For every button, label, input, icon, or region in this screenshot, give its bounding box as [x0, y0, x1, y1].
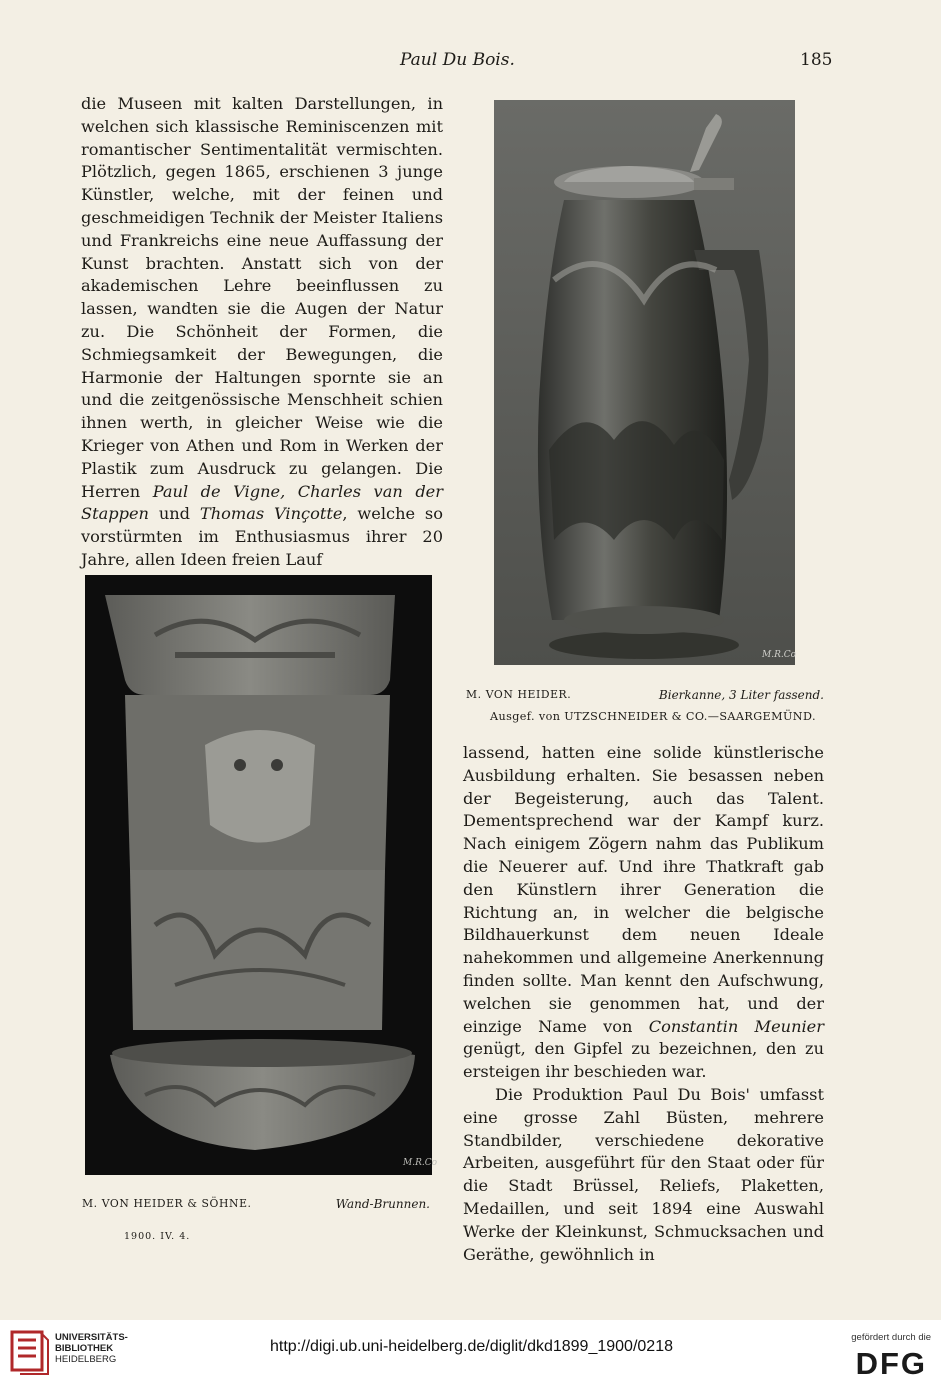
- jug-photograph: [494, 100, 795, 665]
- library-logo-icon: [10, 1328, 50, 1376]
- body-text: und: [148, 504, 200, 524]
- photo-mark: M.R.Co: [762, 650, 797, 660]
- caption-maker: M. VON HEIDER.: [466, 688, 572, 701]
- body-text: genügt, den Gipfel zu bezeichnen, den zu ersteigen ihr beschieden war.: [463, 1039, 824, 1082]
- photo-mark: M.R.Co: [403, 1158, 438, 1168]
- wall-fountain-photograph: [85, 575, 438, 1175]
- body-text: , welche so vorstürmten im Enthusiasmus ihrer 20 Jahre, allen Ideen freien Lauf: [81, 504, 443, 569]
- caption-title: Bierkanne, 3 Liter fassend.: [658, 688, 824, 702]
- artist-names: Paul de Vigne, Charles van der Stappen: [81, 481, 443, 524]
- caption-title: Wand-Brunnen.: [335, 1197, 430, 1211]
- body-text: lassend, hatten eine solide künstlerische Ausbildung erhalten. Sie besassen neben der Begeisterung, auch das Talent. Dementsprechend war der Kampf kurz. Nach einigem Zögern nahm das Publikum die Neuerer auf. Und ihre Thatkraft gab den Künstlern ihrer Generation die Richtung an, in welcher die belgische Bildhauerkunst dem neuen Ideale nahekommen und allgemeine Anerkennung finden sollte. Man kennt den Aufschwung, welchen sie genommen hat, und der einzige Name von: [463, 743, 824, 1036]
- left-column-text: [81, 93, 443, 569]
- caption-maker: M. VON HEIDER & SÖHNE.: [82, 1197, 252, 1210]
- body-paragraph: Die Produktion Paul Du Bois' umfasst eine grosse Zahl Büsten, mehrere Standbilder, verschiedene dekorative Arbeiten, ausgeführt für den Staat oder für die Stadt Brüssel, Reliefs, Plaketten, Medaillen, und seit 1894 eine Auswahl Werke der Kleinkunst, Schmucksachen und Geräthe, gewöhnlich in: [463, 1084, 824, 1264]
- wall-fountain-caption: [82, 1197, 430, 1215]
- permalink-url[interactable]: http://digi.ub.uni-heidelberg.de/diglit/dkd1899_1900/0218: [270, 1338, 673, 1355]
- library-name-line: BIBLIOTHEK: [55, 1343, 114, 1354]
- library-name-line: UNIVERSITÄTS-: [55, 1332, 128, 1343]
- jug-caption: [466, 688, 824, 706]
- funded-by-label: gefördert durch die: [851, 1332, 931, 1343]
- page-number: 185: [800, 50, 833, 70]
- jug-caption-sub: Ausgef. von UTZSCHNEIDER & CO.—SAARGEMÜND.: [490, 710, 816, 723]
- signature-mark: 1900. IV. 4.: [124, 1231, 191, 1242]
- library-name-line: HEIDELBERG: [55, 1354, 117, 1365]
- running-title: Paul Du Bois.: [400, 50, 515, 70]
- library-name: [55, 1332, 128, 1365]
- right-column-text: [463, 742, 825, 1264]
- digitization-footer: [0, 1320, 941, 1389]
- dfg-logo: DFG: [855, 1346, 927, 1381]
- body-text: die Museen mit kalten Darstellungen, in welchen sich klassische Reminiscenzen mit romantischer Sentimentalität vermischten. Plötzlich, gegen 1865, erschienen 3 junge Künstler, welche, mit der feinen und geschmeidigen Technik der Meister Italiens und Frankreichs eine neue Auffassung der Kunst brachten. Anstatt sich von der akademischen Lehre beeinflussen zu lassen, wandten sie die Augen der Natur zu. Die Schönheit der Formen, die Schmiegsamkeit der Bewegungen, die Harmonie der Haltungen spornte sie an und die zeitgenössische Menschheit schien ihnen werth, in gleicher Weise wie die Krieger von Athen und Rom in Werken der Plastik zum Ausdruck zu gelangen. Die Herren: [81, 94, 443, 501]
- artist-name: Thomas Vinçotte: [199, 504, 343, 524]
- page-header: [0, 50, 941, 74]
- artist-name: Constantin Meunier: [648, 1016, 825, 1036]
